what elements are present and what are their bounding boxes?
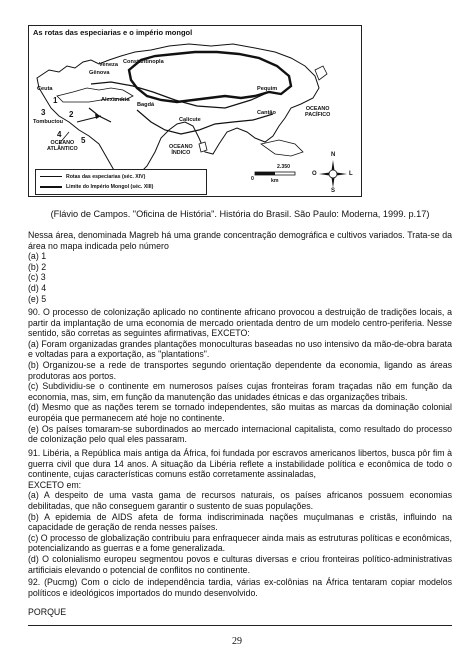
legend-route-line-icon [40, 176, 62, 177]
option: (d) Mesmo que as nações terem se tornado independentes, são muitas as marcas da dominação colonial européia que permanecem até hoje no continente. [28, 402, 452, 423]
question-map [28, 230, 452, 304]
question-stem-except: EXCETO em: [28, 479, 82, 490]
historical-map [28, 25, 362, 197]
question-stem: 90. O processo de colonização aplicado no continente africano provocou a destruição de tradições locais, a partir da implantação de uma economia de mercado orientada dentro de um modelo centro-periferia. Nesse sentido, são corretas as seguintes afirmativas, EXCETO: [28, 307, 452, 339]
question-stem: Nessa área, denominada Magreb há uma grande concentração demográfica e cultivos variados. Trata-se da área no mapa indicada pelo número [28, 230, 452, 251]
footer-divider [28, 625, 452, 626]
legend-routes: Rotas das especiarias (séc. XIV) [40, 174, 145, 180]
place-label: Calicute [179, 117, 201, 123]
map-caption: (Flávio de Campos. "Oficina de História". História do Brasil. São Paulo: Moderna, 1999. p.17) [50, 209, 430, 219]
option: (b) Organizou-se a rede de transportes segundo orientação dependente da economia, ligando as áreas produtoras aos portos. [28, 359, 452, 381]
option: (e) Os países tomaram-se subordinados ao mercado internacional capitalista, como resultado do processo de colonização pelo qual eles passaram. [28, 423, 452, 445]
place-label: Alexandria [101, 97, 130, 103]
option: (e) 5 [28, 293, 47, 304]
scale-zero: 0 [251, 176, 254, 182]
land-japan [315, 66, 327, 80]
option: (d) O colonialismo europeu segmentou povos e culturas diversas e criou fronteiras político-administrativas artificiais elevando o potencial de conflitos no continente. [28, 553, 452, 575]
place-label: Ceuta [37, 86, 53, 92]
scale-value: 2.350 [277, 164, 290, 170]
option: (a) A despeito de uma vasta gama de recursos naturais, os países africanos possuem economias debilitadas, que não conseguem garantir o sustento de suas populações. [28, 490, 452, 511]
compass-o: O [312, 171, 317, 177]
option: (b) A epidemia de AIDS afeta de forma indiscriminada nações muçulmanas e cristãs, influindo na capacidade de geração de renda nesses países. [28, 511, 452, 533]
place-label: Gênova [89, 70, 110, 76]
legend-empire: Limite do Império Mongol (séc. XIII) [40, 184, 153, 190]
area-number: 1 [53, 96, 58, 105]
area-number: 5 [81, 136, 86, 145]
option: (a) Foram organizadas grandes plantações monoculturas baseadas no uso intensivo da mão-de-obra barata e voltadas para a exportação, as "plantations". [28, 338, 452, 360]
option: (a) 1 [28, 251, 47, 262]
ocean-label-atlantic: OCEANO ATLÂNTICO [47, 140, 78, 152]
scale-unit: km [271, 178, 279, 184]
place-label: Bagdá [137, 102, 155, 108]
question-stem: 91. Libéria, a República mais antiga da África, foi fundada por escravos americanos libertos, busca pôr fim à guerra civil que dura 14 anos. A situação da Libéria reflete a instabilidade política e econômica de todo o continente, cujas características comuns estão corretamente assinaladas, [28, 448, 452, 480]
compass-n: N [331, 152, 336, 158]
place-label: Veneza [99, 62, 118, 68]
map-title: As rotas das especiarias e o império mongol [33, 28, 193, 37]
option: (d) 4 [28, 282, 47, 293]
ocean-label-pacific: OCEANO PACÍFICO [305, 106, 331, 118]
land-eurasia-africa [37, 44, 319, 178]
place-label: Tombuctou [33, 119, 64, 125]
option: (c) O processo de globalização contribuiu para enfraquecer ainda mais as estruturas políticas e econômicas, potencializando as guerras e a fome generalizada. [28, 532, 452, 554]
option: (c) Subdividiu-se o continente em numerosos países cujas fronteiras foram traçadas não em função da economia, mas, sim, em função da manutenção das unidades étnicas e das organizações tribais. [28, 381, 452, 402]
area-number: 4 [57, 130, 62, 139]
question-stem: 92. (Pucmg) Com o ciclo de independência tardia, várias ex-colônias na África tentaram copiar modelos políticos e ideológicos importados do mundo desenvolvido. [28, 577, 452, 598]
page-number: 29 [232, 636, 242, 647]
place-label: Constantinopla [123, 59, 164, 65]
question-92 [28, 577, 452, 618]
land-southeast-asia [261, 140, 303, 156]
map-legend [35, 169, 207, 195]
option: (b) 2 [28, 261, 47, 272]
place-label: Cantão [257, 110, 276, 116]
area-number: 3 [41, 108, 46, 117]
legend-empire-line-icon [40, 186, 62, 188]
area-number: 2 [69, 110, 74, 119]
compass-l: L [349, 171, 353, 177]
place-label: Pequim [257, 86, 278, 92]
question-90 [28, 307, 452, 445]
ocean-label-indian: OCEANO ÍNDICO [169, 144, 193, 156]
compass-s: S [331, 188, 336, 194]
option: (c) 3 [28, 272, 46, 283]
question-91 [28, 448, 452, 575]
porque-label: PORQUE [28, 607, 67, 618]
